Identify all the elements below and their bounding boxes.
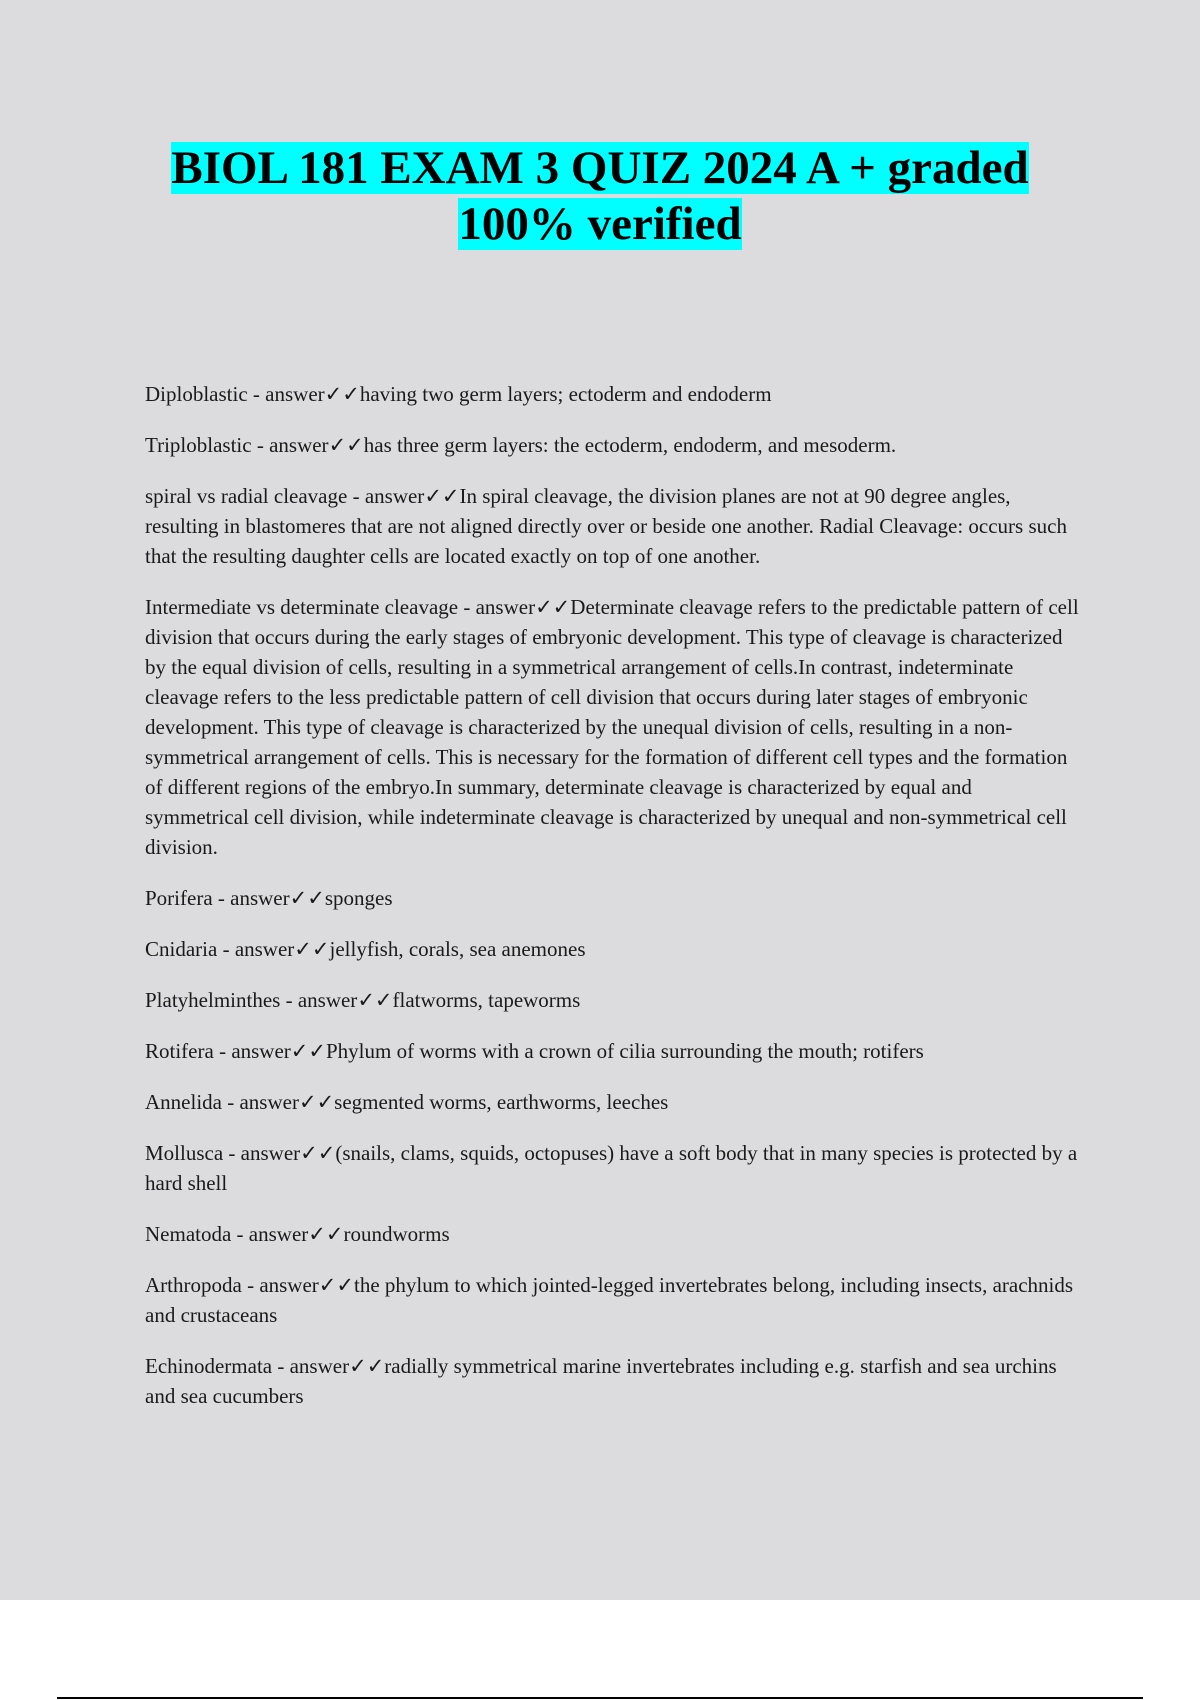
answer-label: answer xyxy=(364,484,425,508)
answer-label: answer xyxy=(265,382,325,406)
qa-term: Platyhelminthes xyxy=(145,988,281,1012)
qa-separator: - xyxy=(231,1222,249,1246)
qa-separator: - xyxy=(247,382,266,406)
answer-label: answer xyxy=(475,595,536,619)
qa-separator: - xyxy=(221,1090,240,1114)
qa-separator: - xyxy=(251,433,270,457)
qa-item xyxy=(145,481,1080,571)
qa-term: Mollusca xyxy=(145,1141,224,1165)
answer-label: answer xyxy=(239,1090,299,1114)
qa-separator: - xyxy=(272,1354,290,1378)
check-marks-icon: ✓✓ xyxy=(328,433,364,457)
qa-definition: jellyfish, corals, sea anemones xyxy=(329,937,586,961)
qa-definition: having two germ layers; ectoderm and endoderm xyxy=(359,382,772,406)
answer-label: answer xyxy=(231,1039,291,1063)
check-marks-icon: ✓✓ xyxy=(289,886,325,910)
qa-definition: segmented worms, earthworms, leeches xyxy=(334,1090,669,1114)
qa-item xyxy=(145,1036,1080,1066)
check-marks-icon: ✓✓ xyxy=(308,1222,344,1246)
qa-separator: - xyxy=(241,1273,260,1297)
answer-label: answer xyxy=(297,988,358,1012)
qa-definition: Phylum of worms with a crown of cilia surrounding the mouth; rotifers xyxy=(326,1039,924,1063)
qa-term: Triploblastic xyxy=(145,433,252,457)
qa-term: Intermediate vs determinate cleavage xyxy=(145,595,459,619)
check-marks-icon: ✓✓ xyxy=(318,1273,354,1297)
qa-term: Cnidaria xyxy=(145,937,218,961)
check-marks-icon: ✓✓ xyxy=(324,382,360,406)
check-marks-icon: ✓✓ xyxy=(535,595,571,619)
qa-list xyxy=(145,379,1080,1432)
title-container xyxy=(0,140,1200,252)
check-marks-icon: ✓✓ xyxy=(294,937,330,961)
qa-item xyxy=(145,883,1080,913)
qa-definition: the phylum to which jointed-legged invertebrates belong, including insects, arachnids and crustaceans xyxy=(145,1273,1074,1327)
qa-item xyxy=(145,379,1080,409)
qa-definition: Determinate cleavage refers to the predictable pattern of cell division that occurs during the early stages of embryonic development. This type of cleavage is characterized by the equal division of cells, resulting in a symmetrical arrangement of cells.In contrast, indeterminate cleavage refers to the less predictable pattern of cell division that occurs during later stages of embryonic development. This type of cleavage is characterized by the unequal division of cells, resulting in a non-symmetrical arrangement of cells. This is necessary for the formation of different cell types and the formation of different regions of the embryo.In summary, determinate cleavage is characterized by equal and symmetrical cell division, while indeterminate cleavage is characterized by unequal and non-symmetrical cell division. xyxy=(145,595,1079,859)
qa-term: Echinodermata xyxy=(145,1354,273,1378)
qa-term: Arthropoda xyxy=(145,1273,242,1297)
answer-label: answer xyxy=(259,1273,319,1297)
answer-label: answer xyxy=(230,886,290,910)
answer-label: answer xyxy=(269,433,329,457)
check-marks-icon: ✓✓ xyxy=(424,484,460,508)
qa-item xyxy=(145,430,1080,460)
qa-definition: flatworms, tapeworms xyxy=(392,988,581,1012)
qa-item xyxy=(145,1219,1080,1249)
check-marks-icon: ✓✓ xyxy=(357,988,393,1012)
answer-label: answer xyxy=(289,1354,350,1378)
qa-separator: - xyxy=(213,1039,232,1063)
qa-separator: - xyxy=(217,937,235,961)
qa-definition: In spiral cleavage, the division planes are not at 90 degree angles, resulting in blastomeres that are not aligned directly over or beside one another. Radial Cleavage: occurs such that the resulting daughter cells are located exactly on top of one another. xyxy=(145,484,1067,568)
qa-item xyxy=(145,934,1080,964)
answer-label: answer xyxy=(234,937,295,961)
qa-separator: - xyxy=(280,988,298,1012)
qa-item xyxy=(145,1351,1080,1411)
qa-separator: - xyxy=(458,595,476,619)
qa-term: Diploblastic xyxy=(145,382,248,406)
qa-definition: roundworms xyxy=(343,1222,450,1246)
document-title: BIOL 181 EXAM 3 QUIZ 2024 A + graded 100% verified xyxy=(171,142,1029,250)
qa-item xyxy=(145,592,1080,862)
qa-term: Annelida xyxy=(145,1090,222,1114)
qa-definition: sponges xyxy=(324,886,393,910)
check-marks-icon: ✓✓ xyxy=(349,1354,385,1378)
answer-label: answer xyxy=(240,1141,301,1165)
qa-definition: (snails, clams, squids, octopuses) have a soft body that in many species is protected by a hard shell xyxy=(145,1141,1078,1195)
answer-label: answer xyxy=(248,1222,309,1246)
qa-item xyxy=(145,1087,1080,1117)
qa-definition: has three germ layers: the ectoderm, endoderm, and mesoderm. xyxy=(363,433,897,457)
qa-item xyxy=(145,985,1080,1015)
check-marks-icon: ✓✓ xyxy=(298,1090,335,1114)
qa-separator: - xyxy=(347,484,365,508)
qa-term: Rotifera xyxy=(145,1039,214,1063)
qa-term: Nematoda xyxy=(145,1222,232,1246)
qa-item xyxy=(145,1138,1080,1198)
qa-separator: - xyxy=(212,886,231,910)
qa-term: spiral vs radial cleavage xyxy=(145,484,348,508)
qa-item xyxy=(145,1270,1080,1330)
check-marks-icon: ✓✓ xyxy=(300,1141,336,1165)
qa-term: Porifera xyxy=(145,886,213,910)
qa-definition: radially symmetrical marine invertebrates including e.g. starfish and sea urchins and sea cucumbers xyxy=(145,1354,1057,1408)
qa-separator: - xyxy=(223,1141,241,1165)
footer-divider xyxy=(57,1697,1143,1699)
check-marks-icon: ✓✓ xyxy=(290,1039,326,1063)
